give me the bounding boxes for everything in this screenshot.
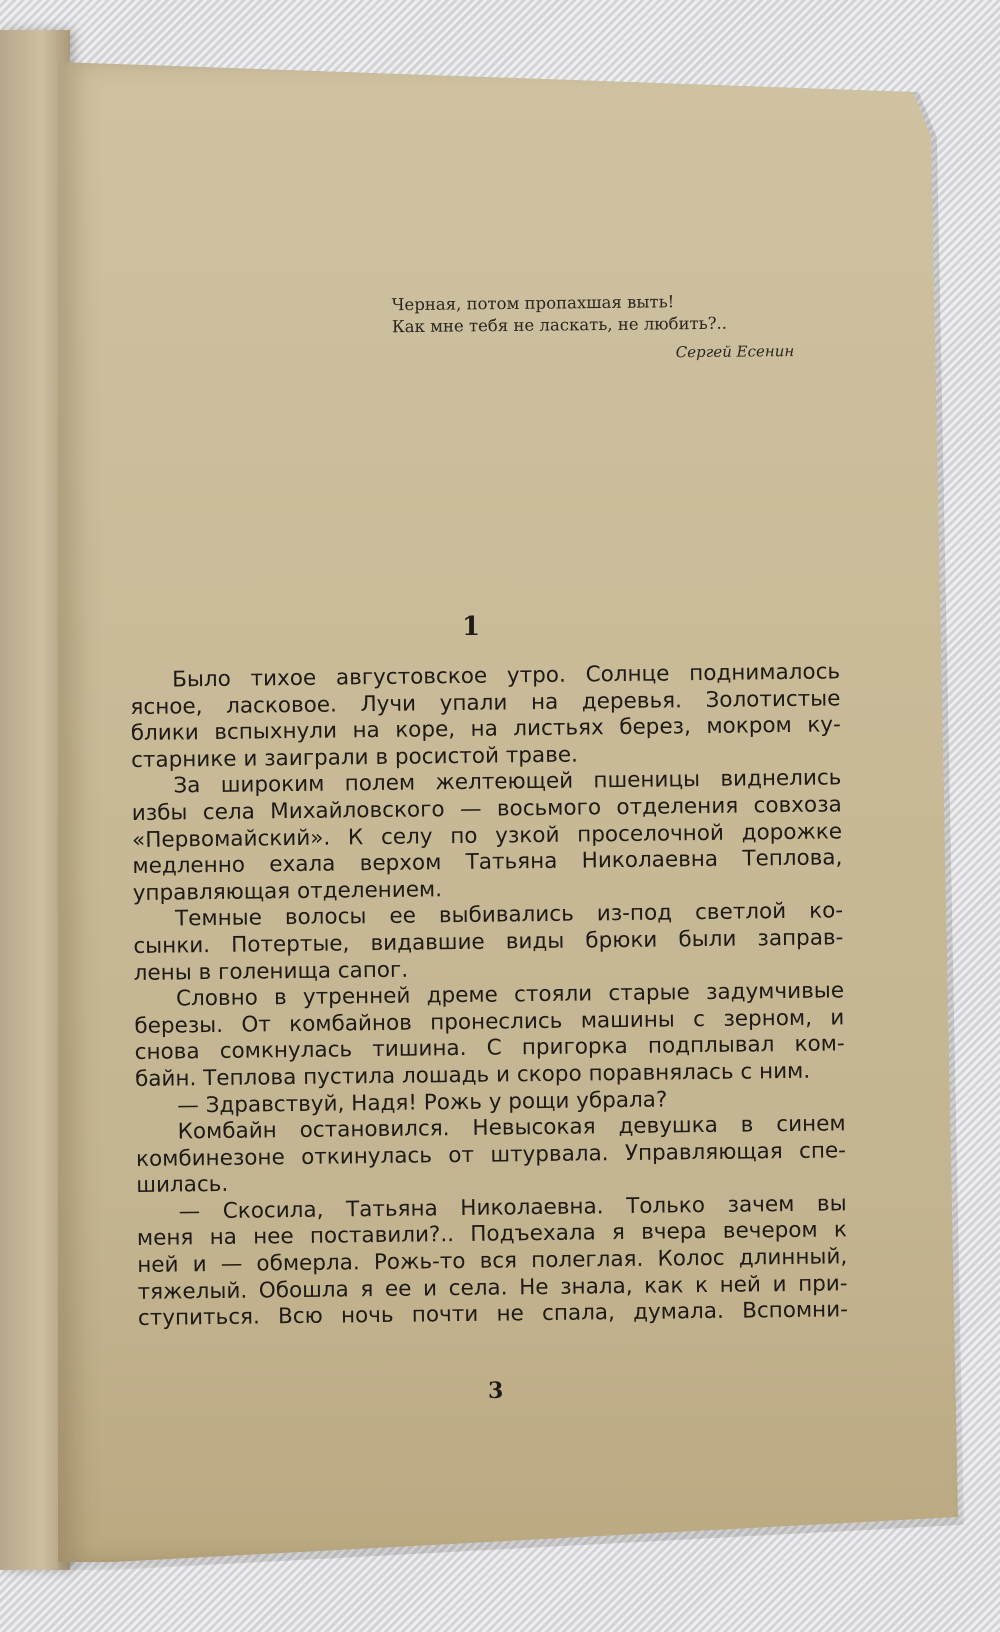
epigraph (392, 290, 813, 366)
text-line: комбинезоне откинулась от штурвала. Управляющая спе- (135, 1137, 847, 1172)
text-line: сынки. Потертые, видавшие виды брюки были заправ- (133, 925, 844, 959)
text-line: — Скосила, Татьяна Николаевна. Только зачем вы (178, 1191, 847, 1225)
text-line: Комбайн остановился. Невысокая девушка в синем (177, 1111, 846, 1145)
text-line: ступиться. Всю ночь почти не спала, думала. Вспомни- (137, 1297, 849, 1332)
text-line: Словно в утренней дреме стояли старые задумчивые (175, 978, 845, 1012)
text-line: снова сомкнулась тишина. С пригорка подплывал ком- (134, 1031, 845, 1066)
body-text (130, 659, 848, 1332)
text-line: ясное, ласковое. Лучи упали на деревья. Золотистые (130, 685, 841, 720)
chapter-number: 1 (462, 612, 481, 642)
text-line: тяжелый. Обошла я ее и села. Не знала, как к ней и при- (137, 1270, 848, 1305)
page-number: 3 (488, 1378, 504, 1404)
text-line: избы села Михайловского — восьмого отделения совхоза (131, 792, 842, 826)
epigraph-author: Сергей Есенин (675, 341, 795, 362)
text-line: меня на нее поставили?.. Подъехала я вчера вечером к (136, 1217, 848, 1252)
text-line: Темные волосы ее выбивались из-под светлой ко- (174, 898, 844, 932)
text-line: — Здравствуй, Надя! Рожь у рощи убрала? (177, 1086, 668, 1118)
text-line: байн. Теплова пустила лошадь и скоро поравнялась с ним. (134, 1058, 811, 1092)
text-line: медленно ехала верхом Татьяна Николаевна Теплова, (132, 845, 843, 880)
text-line: «Первомайский». К селу по узкой проселочной дорожке (131, 818, 843, 853)
text-line: старнике и заиграли в росистой траве. (130, 742, 579, 773)
text-line: блики вспыхнули на коре, на листьях берез, мокром ку- (130, 712, 841, 747)
text-line: шилась. (136, 1172, 229, 1199)
text-line: Было тихое августовское утро. Солнце поднималось (171, 659, 841, 693)
text-line: ней и — обмерла. Рожь-то вся полеглая. Колос длинный, (137, 1244, 848, 1279)
epigraph-line: Как мне тебя не ласкать, не любить?.. (391, 313, 728, 337)
text-line: березы. От комбайнов пронеслись машины с зерном, и (134, 1005, 845, 1039)
epigraph-line: Черная, потом пропахшая выть! (391, 292, 675, 315)
text-line: За широким полем желтеющей пшеницы виднелись (173, 765, 842, 799)
text-line: лены в голенища сапог. (133, 957, 409, 986)
text-line: управляющая отделением. (132, 876, 443, 906)
